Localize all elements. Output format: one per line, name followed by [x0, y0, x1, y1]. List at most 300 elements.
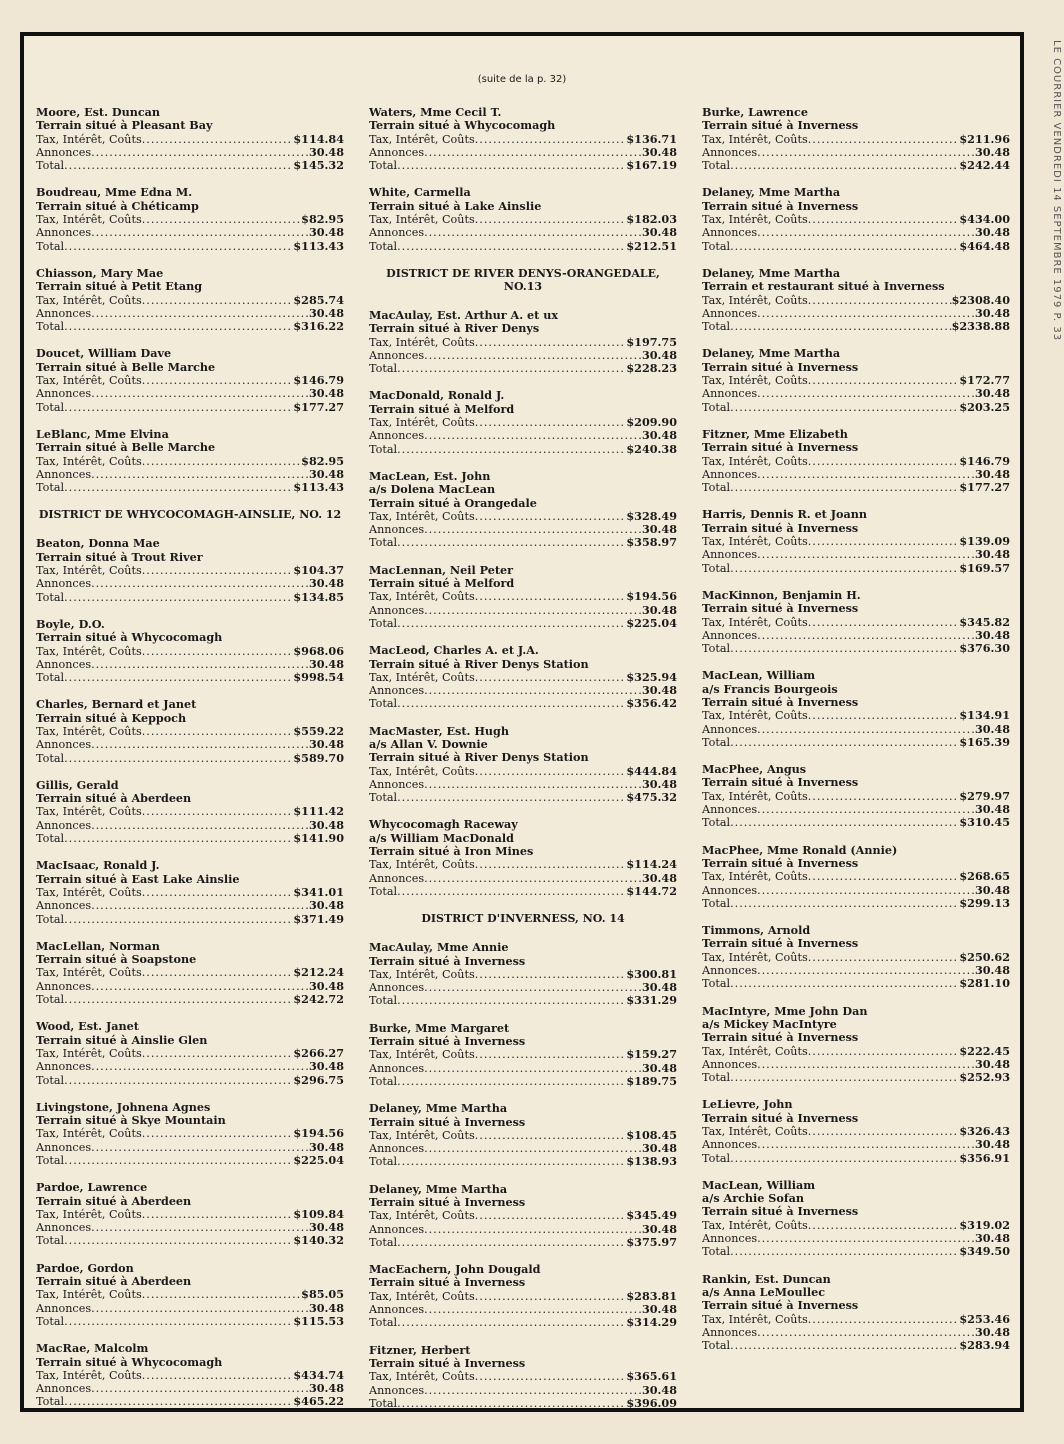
owner-name: Doucet, William Dave [36, 346, 172, 361]
tax-line [702, 709, 1010, 722]
leader-dots [397, 791, 626, 804]
total-line [702, 1071, 1010, 1084]
owner-name: Livingstone, Johnena Agnes [36, 1099, 211, 1114]
total-line-label: Total [702, 977, 731, 991]
tax-line [369, 213, 677, 226]
owner-name: MacAulay, Est. Arthur A. et ux [369, 307, 559, 322]
leader-dots [91, 468, 309, 481]
tax-line-value: $266.27 [293, 1046, 344, 1060]
tax-line-label: Tax, Intérêt, Coûts [36, 644, 142, 658]
total-line [702, 562, 1010, 575]
tax-line-value: $108.45 [626, 1128, 677, 1142]
tax-line [702, 870, 1010, 883]
tax-line-value: $279.97 [959, 789, 1010, 803]
leader-dots [808, 1125, 960, 1138]
tax-line-label: Tax, Intérêt, Coûts [702, 374, 808, 388]
annonces-line-value: 30.48 [308, 1140, 344, 1154]
total-line-value: $203.25 [959, 400, 1010, 414]
annonces-line-label: Annonces [36, 1060, 92, 1074]
annonces-line-label: Annonces [369, 523, 425, 537]
total-line-label: Total [702, 735, 731, 749]
leader-dots [142, 1369, 294, 1382]
owner-name: MacLean, Est. John [369, 468, 491, 483]
leader-dots [142, 133, 294, 146]
annonces-line-value: 30.48 [308, 1221, 344, 1235]
property-location: Terrain situé à Inverness [369, 1355, 526, 1370]
total-line-label: Total [702, 642, 731, 656]
property-entry [369, 470, 677, 550]
tax-line [702, 294, 1010, 307]
property-location: Terrain situé à Inverness [702, 855, 859, 870]
owner-name: MacKinnon, Benjamin H. [702, 587, 861, 602]
owner-name: Beaton, Donna Mae [36, 536, 160, 551]
tax-line-value: $194.56 [293, 1127, 344, 1141]
total-line-label: Total [369, 1074, 398, 1088]
owner-name: MacIntyre, Mme John Dan [702, 1003, 868, 1018]
owner-name: MacRae, Malcolm [36, 1341, 149, 1356]
tax-line [36, 133, 344, 146]
tax-line [702, 535, 1010, 548]
leader-dots [142, 645, 294, 658]
total-line [702, 897, 1010, 910]
total-line-label: Total [36, 751, 65, 765]
total-line [36, 1395, 344, 1408]
tax-line-label: Tax, Intérêt, Coûts [702, 1125, 808, 1138]
annonces-line [36, 1060, 344, 1073]
leader-dots [424, 778, 642, 791]
owner-name: MacEachern, John Dougald [369, 1262, 541, 1277]
property-location: Terrain situé à Inverness [702, 118, 859, 133]
property-location: Terrain situé à East Lake Ainslie [36, 871, 240, 886]
annonces-line-value: 30.48 [308, 657, 344, 671]
tax-line [36, 1288, 344, 1301]
total-line-label: Total [369, 1396, 398, 1410]
tax-line-label: Tax, Intérêt, Coûts [369, 858, 475, 872]
annonces-line-value: 30.48 [974, 1057, 1010, 1071]
owner-alias: a/s Dolena MacLean [369, 482, 496, 497]
tax-line-value: $159.27 [626, 1048, 677, 1062]
leader-dots [91, 387, 309, 400]
tax-line-value: $365.61 [626, 1370, 677, 1384]
column-3 [702, 106, 1010, 1366]
annonces-line-value: 30.48 [641, 429, 677, 443]
leader-dots [397, 362, 626, 375]
annonces-line [36, 1382, 344, 1395]
leader-dots [142, 1127, 294, 1140]
tax-line-value: $345.82 [959, 615, 1010, 629]
leader-dots [730, 1071, 959, 1084]
leader-dots [475, 510, 627, 523]
leader-dots [424, 429, 642, 442]
owner-name: LeBlanc, Mme Elvina [36, 426, 169, 441]
annonces-line [702, 307, 1010, 320]
leader-dots [91, 658, 309, 671]
annonces-line-label: Annonces [702, 306, 758, 320]
tax-line [702, 951, 1010, 964]
tax-line [369, 590, 677, 603]
annonces-line [369, 349, 677, 362]
total-line [369, 885, 677, 898]
leader-dots [757, 1326, 975, 1339]
annonces-line [702, 146, 1010, 159]
annonces-line-value: 30.48 [974, 628, 1010, 642]
leader-dots [91, 819, 309, 832]
total-line [702, 481, 1010, 494]
tax-line [369, 1048, 677, 1061]
leader-dots [91, 1221, 309, 1234]
tax-line-value: $268.65 [959, 870, 1010, 884]
total-line-label: Total [702, 320, 731, 334]
property-entry [702, 844, 1010, 910]
leader-dots [808, 133, 960, 146]
owner-name: Waters, Mme Cecil T. [369, 105, 502, 119]
tax-line-label: Tax, Intérêt, Coûts [36, 564, 142, 578]
property-location: Terrain situé à Inverness [702, 1030, 859, 1045]
annonces-line [369, 429, 677, 442]
tax-line-label: Tax, Intérêt, Coûts [36, 1127, 142, 1141]
total-line [36, 1074, 344, 1087]
annonces-line-value: 30.48 [974, 883, 1010, 897]
annonces-line-label: Annonces [36, 467, 92, 481]
annonces-line [369, 778, 677, 791]
tax-line-value: $114.84 [293, 132, 344, 146]
total-line [702, 642, 1010, 655]
total-line-value: $475.32 [626, 791, 677, 805]
leader-dots [64, 1234, 293, 1247]
annonces-line-value: 30.48 [308, 226, 344, 240]
tax-line [36, 294, 344, 307]
property-entry [36, 1020, 344, 1086]
leader-dots [475, 416, 627, 429]
property-location: Terrain situé à Whycocomagh [369, 118, 556, 133]
leader-dots [730, 401, 959, 414]
annonces-line-label: Annonces [702, 964, 758, 978]
total-line-value: $177.27 [293, 400, 344, 414]
annonces-line [369, 981, 677, 994]
tax-line-value: $209.90 [626, 416, 677, 430]
property-location: Terrain situé à Lake Ainslie [369, 198, 542, 213]
tax-line-label: Tax, Intérêt, Coûts [702, 789, 808, 803]
annonces-line-value: 30.48 [974, 226, 1010, 240]
tax-line-label: Tax, Intérêt, Coûts [369, 132, 475, 146]
annonces-line [369, 146, 677, 159]
tax-line-label: Tax, Intérêt, Coûts [369, 1128, 475, 1142]
property-entry [702, 1273, 1010, 1353]
annonces-line-value: 30.48 [641, 145, 677, 159]
tax-line [36, 1208, 344, 1221]
leader-dots [475, 133, 627, 146]
property-location: Terrain situé à Petit Etang [36, 279, 203, 294]
tax-line [36, 374, 344, 387]
total-line-value: $225.04 [293, 1154, 344, 1167]
property-entry [36, 267, 344, 333]
tax-line-label: Tax, Intérêt, Coûts [36, 454, 142, 468]
total-line-value: $356.42 [626, 697, 677, 711]
total-line [36, 401, 344, 414]
tax-line-value: $212.24 [293, 966, 344, 980]
total-line-value: $371.49 [293, 912, 344, 926]
tax-line-label: Tax, Intérêt, Coûts [702, 950, 808, 964]
total-line [36, 993, 344, 1006]
tax-line-label: Tax, Intérêt, Coûts [36, 966, 142, 980]
property-location: Terrain situé à Inverness [369, 1195, 526, 1209]
leader-dots [397, 697, 626, 710]
property-entry [369, 941, 677, 1007]
leader-dots [64, 1154, 293, 1167]
annonces-line-value: 30.48 [641, 523, 677, 537]
leader-dots [808, 1219, 960, 1232]
annonces-line [369, 1062, 677, 1075]
total-line-value: $296.75 [293, 1073, 344, 1087]
tax-line-value: $82.95 [301, 454, 344, 468]
total-line-value: $169.57 [959, 561, 1010, 575]
total-line [36, 1234, 344, 1247]
leader-dots [808, 616, 960, 629]
annonces-line-label: Annonces [36, 1301, 92, 1315]
tax-line [369, 968, 677, 981]
property-entry [369, 389, 677, 455]
property-entry [36, 1262, 344, 1328]
tax-line [369, 1129, 677, 1142]
property-location: Terrain situé à Inverness [369, 1034, 526, 1049]
total-line-label: Total [369, 616, 398, 630]
leader-dots [64, 1315, 293, 1328]
tax-line-label: Tax, Intérêt, Coûts [702, 535, 808, 549]
total-line-value: $396.09 [626, 1396, 677, 1410]
leader-dots [424, 1303, 642, 1316]
leader-dots [475, 858, 627, 871]
tax-line [702, 1219, 1010, 1232]
property-location: Terrain situé à Belle Marche [36, 359, 216, 374]
annonces-line [702, 226, 1010, 239]
property-entry [369, 106, 677, 172]
annonces-line-value: 30.48 [308, 1060, 344, 1074]
annonces-line [36, 307, 344, 320]
leader-dots [757, 1138, 975, 1151]
tax-line-value: $444.84 [626, 764, 677, 778]
annonces-line-value: 30.48 [974, 387, 1010, 401]
total-line [369, 1397, 677, 1410]
tax-line-label: Tax, Intérêt, Coûts [369, 764, 475, 778]
total-line-label: Total [369, 1316, 398, 1330]
annonces-line [36, 980, 344, 993]
total-line [369, 1316, 677, 1329]
total-line-label: Total [36, 1314, 65, 1328]
total-line [702, 1339, 1010, 1352]
leader-dots [808, 1045, 960, 1058]
tax-line [702, 455, 1010, 468]
leader-dots [424, 1142, 642, 1155]
leader-dots [142, 213, 301, 226]
leader-dots [424, 1384, 642, 1397]
annonces-line-label: Annonces [369, 684, 425, 698]
total-line-value: $113.43 [293, 481, 344, 495]
leader-dots [808, 1313, 960, 1326]
owner-alias: a/s Archie Sofan [702, 1191, 805, 1206]
annonces-line-value: 30.48 [641, 1061, 677, 1075]
tax-line-label: Tax, Intérêt, Coûts [369, 1209, 475, 1223]
total-line [702, 1245, 1010, 1258]
owner-name: MacMaster, Est. Hugh [369, 723, 509, 738]
total-line [36, 591, 344, 604]
property-location: Terrain situé à Inverness [702, 440, 859, 455]
property-entry [702, 589, 1010, 655]
total-line-label: Total [36, 481, 65, 495]
total-line-value: $145.32 [293, 159, 344, 173]
property-entry [702, 508, 1010, 574]
leader-dots [730, 897, 959, 910]
tax-line [36, 564, 344, 577]
annonces-line-value: 30.48 [308, 979, 344, 993]
annonces-line-value: 30.48 [308, 467, 344, 481]
annonces-line [702, 1138, 1010, 1151]
annonces-line-label: Annonces [702, 722, 758, 736]
tax-line-label: Tax, Intérêt, Coûts [702, 213, 808, 227]
leader-dots [91, 1141, 309, 1154]
annonces-line-value: 30.48 [641, 348, 677, 362]
annonces-line-label: Annonces [702, 628, 758, 642]
total-line [369, 994, 677, 1007]
tax-line-label: Tax, Intérêt, Coûts [369, 1370, 475, 1384]
leader-dots [730, 816, 959, 829]
leader-dots [142, 886, 294, 899]
annonces-line-value: 30.48 [641, 226, 677, 240]
property-location: Terrain situé à Inverness [702, 936, 859, 951]
annonces-line-label: Annonces [36, 899, 92, 913]
annonces-line [369, 1303, 677, 1316]
annonces-line-label: Annonces [36, 1140, 92, 1154]
annonces-line-value: 30.48 [308, 145, 344, 159]
property-location: Terrain situé à Inverness [369, 953, 526, 968]
property-entry [369, 1102, 677, 1168]
tax-line-label: Tax, Intérêt, Coûts [369, 1289, 475, 1303]
annonces-line-value: 30.48 [974, 1325, 1010, 1339]
leader-dots [757, 146, 975, 159]
total-line-label: Total [36, 1234, 65, 1248]
total-line-label: Total [702, 159, 731, 173]
annonces-line-value: 30.48 [974, 548, 1010, 562]
tax-line-label: Tax, Intérêt, Coûts [369, 416, 475, 430]
leader-dots [142, 564, 294, 577]
tax-line-label: Tax, Intérêt, Coûts [36, 213, 142, 227]
property-location: Terrain situé à River Denys Station [369, 750, 589, 765]
total-line-label: Total [369, 884, 398, 898]
leader-dots [91, 1382, 309, 1395]
tax-line-label: Tax, Intérêt, Coûts [36, 132, 142, 146]
leader-dots [475, 1209, 627, 1222]
leader-dots [397, 443, 626, 456]
tax-line-value: $253.46 [959, 1312, 1010, 1326]
property-location: Terrain et restaurant situé à Inverness [702, 279, 945, 294]
total-line-value: $240.38 [626, 442, 677, 456]
total-line-label: Total [36, 671, 65, 685]
property-location: Terrain situé à Chéticamp [36, 198, 199, 213]
leader-dots [808, 951, 960, 964]
property-entry [36, 859, 344, 925]
total-line-value: $358.97 [626, 536, 677, 550]
property-entry [702, 186, 1010, 252]
leader-dots [757, 387, 975, 400]
leader-dots [64, 240, 293, 253]
tax-line-value: $82.95 [301, 213, 344, 227]
total-line-label: Total [702, 816, 731, 830]
owner-name: MacLennan, Neil Peter [369, 562, 514, 577]
leader-dots [730, 481, 959, 494]
total-line [702, 736, 1010, 749]
leader-dots [397, 1397, 626, 1410]
leader-dots [730, 1152, 959, 1165]
property-entry [369, 1022, 677, 1088]
leader-dots [142, 805, 294, 818]
annonces-line-value: 30.48 [308, 577, 344, 591]
property-location: Terrain situé à Inverness [702, 359, 859, 374]
leader-dots [730, 642, 959, 655]
property-entry [36, 1342, 344, 1408]
total-line-label: Total [369, 239, 398, 253]
total-line-value: $138.93 [626, 1155, 677, 1169]
total-line-value: $115.53 [293, 1314, 344, 1328]
tax-line-value: $146.79 [959, 454, 1010, 468]
leader-dots [757, 1058, 975, 1071]
total-line-label: Total [369, 697, 398, 711]
total-line-label: Total [369, 1155, 398, 1169]
property-location: Terrain situé à River Denys Station [369, 656, 589, 671]
tax-line-label: Tax, Intérêt, Coûts [36, 1046, 142, 1060]
tax-line-label: Tax, Intérêt, Coûts [369, 1048, 475, 1062]
leader-dots [397, 885, 626, 898]
annonces-line [702, 629, 1010, 642]
annonces-line [702, 803, 1010, 816]
property-location: Terrain situé à Trout River [36, 549, 203, 564]
owner-name: Rankin, Est. Duncan [702, 1271, 831, 1286]
owner-name: Chiasson, Mary Mae [36, 265, 164, 280]
tax-line-label: Tax, Intérêt, Coûts [702, 870, 808, 884]
leader-dots [424, 1223, 642, 1236]
annonces-line-value: 30.48 [974, 964, 1010, 978]
total-line [36, 913, 344, 926]
total-line-value: $356.91 [959, 1151, 1010, 1165]
property-entry [369, 309, 677, 375]
owner-name: MacLellan, Norman [36, 938, 160, 953]
tax-line-value: $134.91 [959, 709, 1010, 723]
annonces-line-label: Annonces [702, 1138, 758, 1152]
total-line-label: Total [702, 1151, 731, 1165]
annonces-line [36, 819, 344, 832]
annonces-line [702, 387, 1010, 400]
leader-dots [475, 336, 627, 349]
property-entry [702, 267, 1010, 333]
tax-line [702, 790, 1010, 803]
total-line-value: $225.04 [626, 616, 677, 630]
property-location: Terrain situé à Pleasant Bay [36, 118, 213, 133]
leader-dots [91, 899, 309, 912]
owner-name: MacLean, William [702, 1177, 816, 1192]
annonces-line-label: Annonces [369, 1142, 425, 1156]
annonces-line [36, 1221, 344, 1234]
leader-dots [424, 1062, 642, 1075]
total-line [36, 1315, 344, 1328]
owner-name: Fitzner, Mme Elizabeth [702, 426, 848, 441]
total-line [36, 1154, 344, 1167]
total-line [369, 443, 677, 456]
tax-line-label: Tax, Intérêt, Coûts [702, 132, 808, 146]
tax-line [369, 765, 677, 778]
tax-line-value: $434.00 [959, 213, 1010, 227]
property-entry [36, 347, 344, 413]
property-entry [369, 644, 677, 710]
leader-dots [142, 1208, 294, 1221]
total-line-label: Total [702, 1339, 731, 1353]
